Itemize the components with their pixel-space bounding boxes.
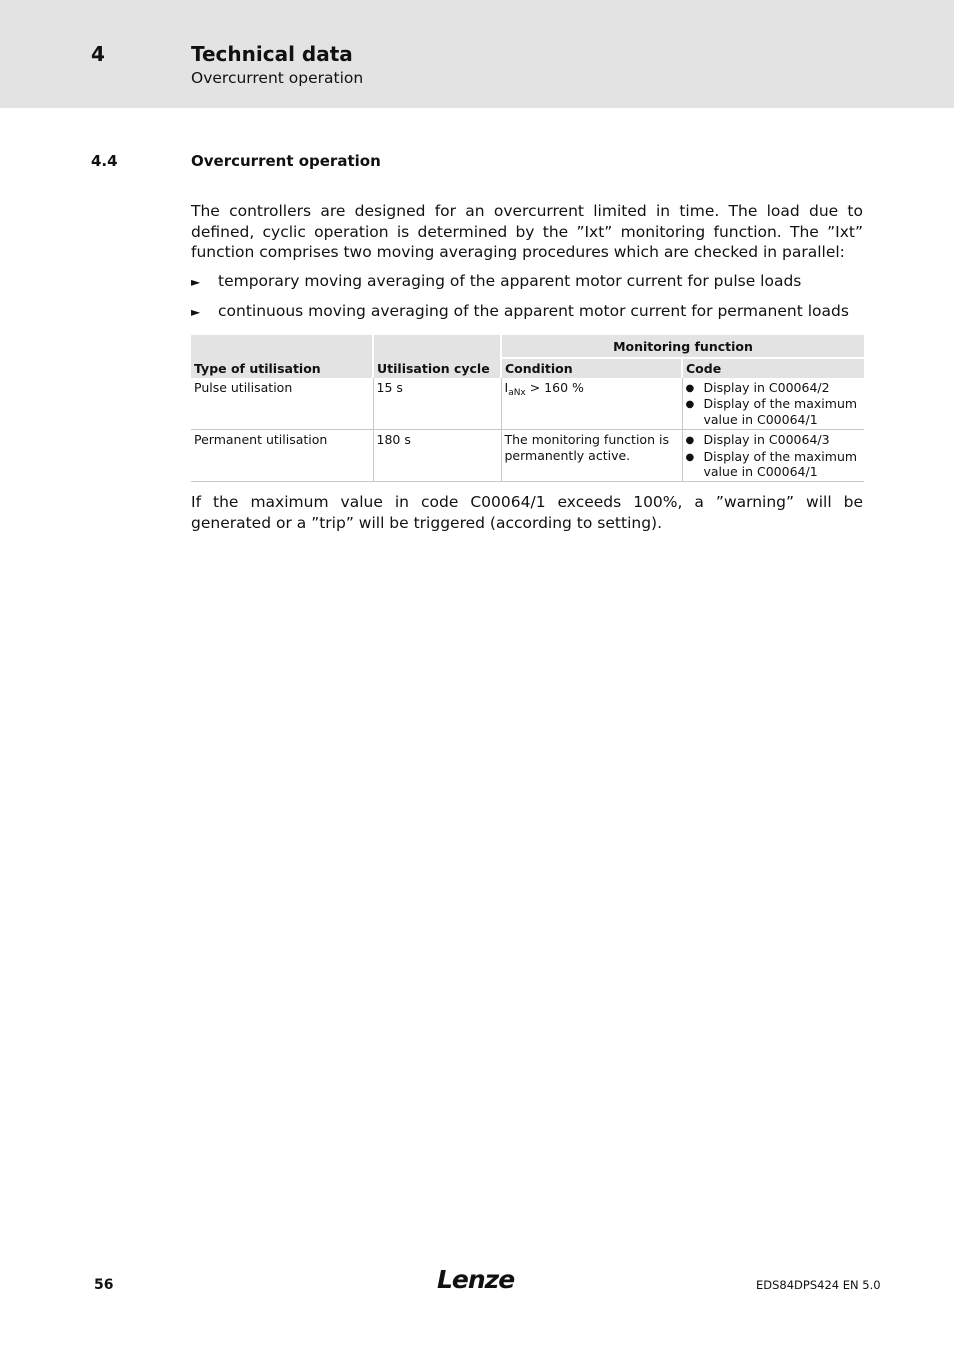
section-number: 4.4 [91, 152, 118, 170]
bullet-text: continuous moving averaging of the apparent motor current for permanent loads [218, 302, 849, 320]
header-code: Code [682, 358, 864, 378]
cell-code [682, 378, 864, 430]
bullet-list [191, 272, 871, 332]
code-item: ● Display of the maximum value in C00064/1 [685, 396, 858, 427]
triangle-right-icon: ► [191, 305, 201, 319]
monitoring-table [191, 335, 864, 482]
table-header-row [191, 335, 864, 358]
cell-type: Permanent utilisation [191, 430, 373, 482]
cell-condition [501, 378, 682, 430]
table-row [191, 430, 864, 482]
code-list [686, 380, 862, 428]
closing-paragraph: If the maximum value in code C00064/1 exceeds 100%, a ”warning” will be generated or a ”trip” will be triggered (according to setting). [191, 493, 863, 532]
header-type: Type of utilisation [191, 335, 373, 378]
header-cycle: Utilisation cycle [373, 335, 501, 378]
bullet-dot-icon: ● [685, 451, 695, 463]
header-monitoring-function: Monitoring function [501, 335, 864, 358]
table-row [191, 378, 864, 430]
code-item: ● Display in C00064/3 [685, 432, 830, 447]
triangle-right-icon: ► [191, 275, 201, 289]
bullet-item [191, 302, 871, 332]
page-number: 56 [94, 1277, 114, 1293]
lenze-logo: Lenze [437, 1265, 515, 1294]
code-item: ● Display in C00064/2 [685, 379, 830, 395]
bullet-dot-icon: ● [685, 382, 695, 394]
condition-subscript: aNx [508, 387, 526, 398]
cell-cycle: 180 s [373, 430, 501, 482]
chapter-title: Technical data [191, 42, 353, 66]
bullet-dot-icon: ● [685, 399, 695, 410]
cell-condition: The monitoring function is permanently active. [501, 430, 682, 482]
bullet-dot-icon: ● [685, 435, 695, 446]
chapter-subtitle: Overcurrent operation [191, 69, 364, 87]
cell-code [682, 430, 864, 482]
code-list [686, 432, 862, 480]
intro-paragraph: The controllers are designed for an overcurrent limited in time. The load due to defined, cyclic operation is determined by the ”Ixt” monitoring function. The ”Ixt” function comprises two moving averaging procedures which are checked in parallel: [191, 202, 863, 261]
document-id: EDS84DPS424 EN 5.0 [756, 1278, 881, 1292]
code-item: ● Display of the maximum value in C00064/1 [685, 448, 858, 479]
chapter-number: 4 [91, 42, 105, 66]
cell-cycle: 15 s [373, 378, 501, 430]
bullet-item [191, 272, 871, 302]
header-condition: Condition [501, 358, 682, 378]
header-band [0, 0, 954, 108]
section-title: Overcurrent operation [191, 152, 381, 170]
condition-rest: > 160 % [525, 379, 584, 395]
condition-symbol: I [504, 379, 509, 395]
cell-type: Pulse utilisation [191, 378, 373, 430]
bullet-text: temporary moving averaging of the apparent motor current for pulse loads [218, 272, 802, 290]
